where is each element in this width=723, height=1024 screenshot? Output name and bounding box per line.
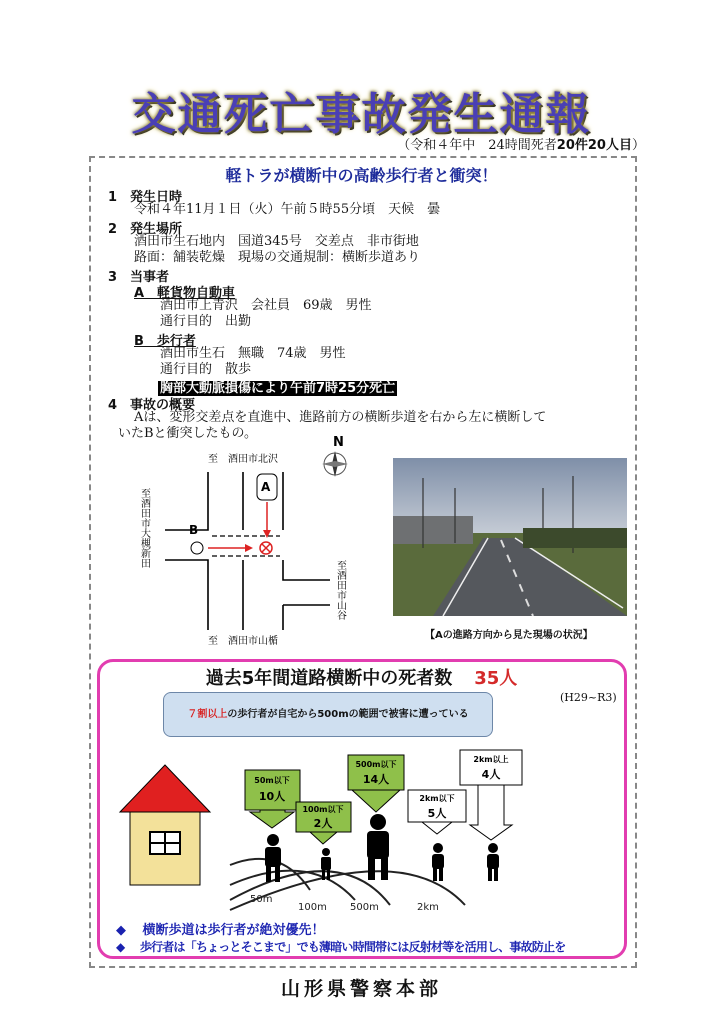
section-4-title: 4 事故の概要 xyxy=(108,398,196,413)
section-2-text-2: 路面：舗装乾燥 現場の交通規制：横断歩道あり xyxy=(134,250,421,265)
person-icon xyxy=(321,848,331,880)
party-a-text-1: 酒田市上青沢 会社員 69歳 男性 xyxy=(160,298,372,313)
bin-50m-range: 50m以下 xyxy=(254,776,290,785)
section-1-text: 令和４年11月１日（火）午前５時55分頃 天候 曇 xyxy=(134,202,441,217)
to-south-label: 至 酒田市山楯 xyxy=(208,636,278,647)
stats-title-text: 過去5年間道路横断中の死者数 xyxy=(205,668,453,689)
bin-2km-under-range: 2km以下 xyxy=(419,794,455,803)
note-1-text: 横断歩道は歩行者が絶対優先！ xyxy=(142,923,325,938)
notice-title: 交通死亡事故発生通報 xyxy=(131,89,592,140)
party-b-text-1: 酒田市生石 無職 74歳 男性 xyxy=(160,346,346,361)
compass-icon xyxy=(322,451,348,477)
bin-100m-range: 100m以下 xyxy=(302,805,344,814)
bin-2km-under xyxy=(408,790,466,834)
bin-50m-count: 10人 xyxy=(258,790,286,803)
stats-total: 35人 xyxy=(474,668,518,689)
party-b-title: B 歩行者 xyxy=(134,334,196,349)
north-label: N xyxy=(333,435,344,450)
party-b-text-2: 通行目的 散歩 xyxy=(160,362,252,377)
bin-500m-range: 500m以下 xyxy=(355,760,397,769)
person-icon xyxy=(265,834,281,882)
section-4-text-2: いたBと衝突したもの。 xyxy=(118,426,258,441)
bin-50m xyxy=(245,770,300,828)
to-west-label: 至酒田市大槻新田 xyxy=(138,488,150,568)
distance-100m: 100m xyxy=(298,902,327,913)
vehicle-a-arrow xyxy=(263,530,271,538)
party-b-result: 胸部大動脈損傷により午前7時25分死亡 xyxy=(160,381,396,396)
pedestrian-b-label: B xyxy=(189,523,199,537)
person-icon xyxy=(367,814,389,880)
to-east-label: 至酒田市山谷 xyxy=(334,560,346,620)
distance-2km: 2km xyxy=(417,902,439,913)
to-north-label: 至 酒田市北沢 xyxy=(208,454,278,465)
note-1 xyxy=(116,919,325,938)
bin-100m-count: 2人 xyxy=(313,817,333,830)
notice-subtitle xyxy=(397,134,645,153)
collision-point-icon xyxy=(260,542,272,554)
bin-2km-over xyxy=(460,750,522,840)
subtitle-suffix: ） xyxy=(631,138,645,153)
distance-50m: 50m xyxy=(250,894,273,905)
house-icon xyxy=(120,765,210,885)
pedestrian-b xyxy=(191,542,203,554)
distance-500m: 500m xyxy=(350,902,379,913)
bin-100m xyxy=(296,802,351,844)
footer-issuer: 山形県警察本部 xyxy=(280,978,442,1000)
stats-title xyxy=(0,664,723,690)
bin-500m xyxy=(348,755,404,812)
stats-highlight-text: の歩行者が自宅から500mの範囲で被害に遭っている xyxy=(227,709,469,720)
headline: 軽トラが横断中の高齢歩行者と衝突！ xyxy=(225,166,498,185)
section-2-title: 2 発生場所 xyxy=(108,222,183,237)
bin-2km-under-count: 5人 xyxy=(427,807,447,820)
stats-highlight xyxy=(163,692,493,737)
vehicle-a-label: A xyxy=(261,480,271,494)
bullet-icon: ◆ xyxy=(116,923,126,938)
scene-photo xyxy=(393,458,627,616)
section-2-text-1: 酒田市生石地内 国道345号 交差点 非市街地 xyxy=(134,234,419,249)
person-icon xyxy=(432,843,444,881)
stats-highlight-red: ７割以上 xyxy=(187,709,228,720)
vehicle-a xyxy=(257,474,277,500)
bin-500m-count: 14人 xyxy=(362,773,390,786)
stats-period: (H29~R3) xyxy=(560,691,617,704)
section-1-title: 1 発生日時 xyxy=(108,190,183,205)
subtitle-prefix: （令和４年中 24時間死者 xyxy=(397,138,557,153)
party-a-title: A 軽貨物自動車 xyxy=(134,286,236,301)
accident-map xyxy=(100,430,390,652)
section-3-title: 3 当事者 xyxy=(108,270,170,285)
note-2-text: 歩行者は「ちょっとそこまで」でも薄暗い時間帯には反射材等を活用し、事故防止を xyxy=(139,940,566,954)
subtitle-count: 20件20人目 xyxy=(556,138,632,153)
pedestrian-b-arrow xyxy=(245,544,253,552)
bullet-icon: ◆ xyxy=(116,940,125,954)
person-icon xyxy=(487,843,499,881)
note-2 xyxy=(116,938,565,955)
road-outlines xyxy=(165,472,330,630)
distance-infographic xyxy=(110,740,620,915)
photo-caption: 【Aの進路方向から見た現場の状況】 xyxy=(425,630,593,641)
bin-2km-over-range: 2km以上 xyxy=(473,755,509,764)
bin-2km-over-count: 4人 xyxy=(481,768,501,781)
party-a-text-2: 通行目的 出勤 xyxy=(160,314,252,329)
section-4-text-1: Aは、変形交差点を直進中、進路前方の横断歩道を右から左に横断して xyxy=(134,410,547,425)
